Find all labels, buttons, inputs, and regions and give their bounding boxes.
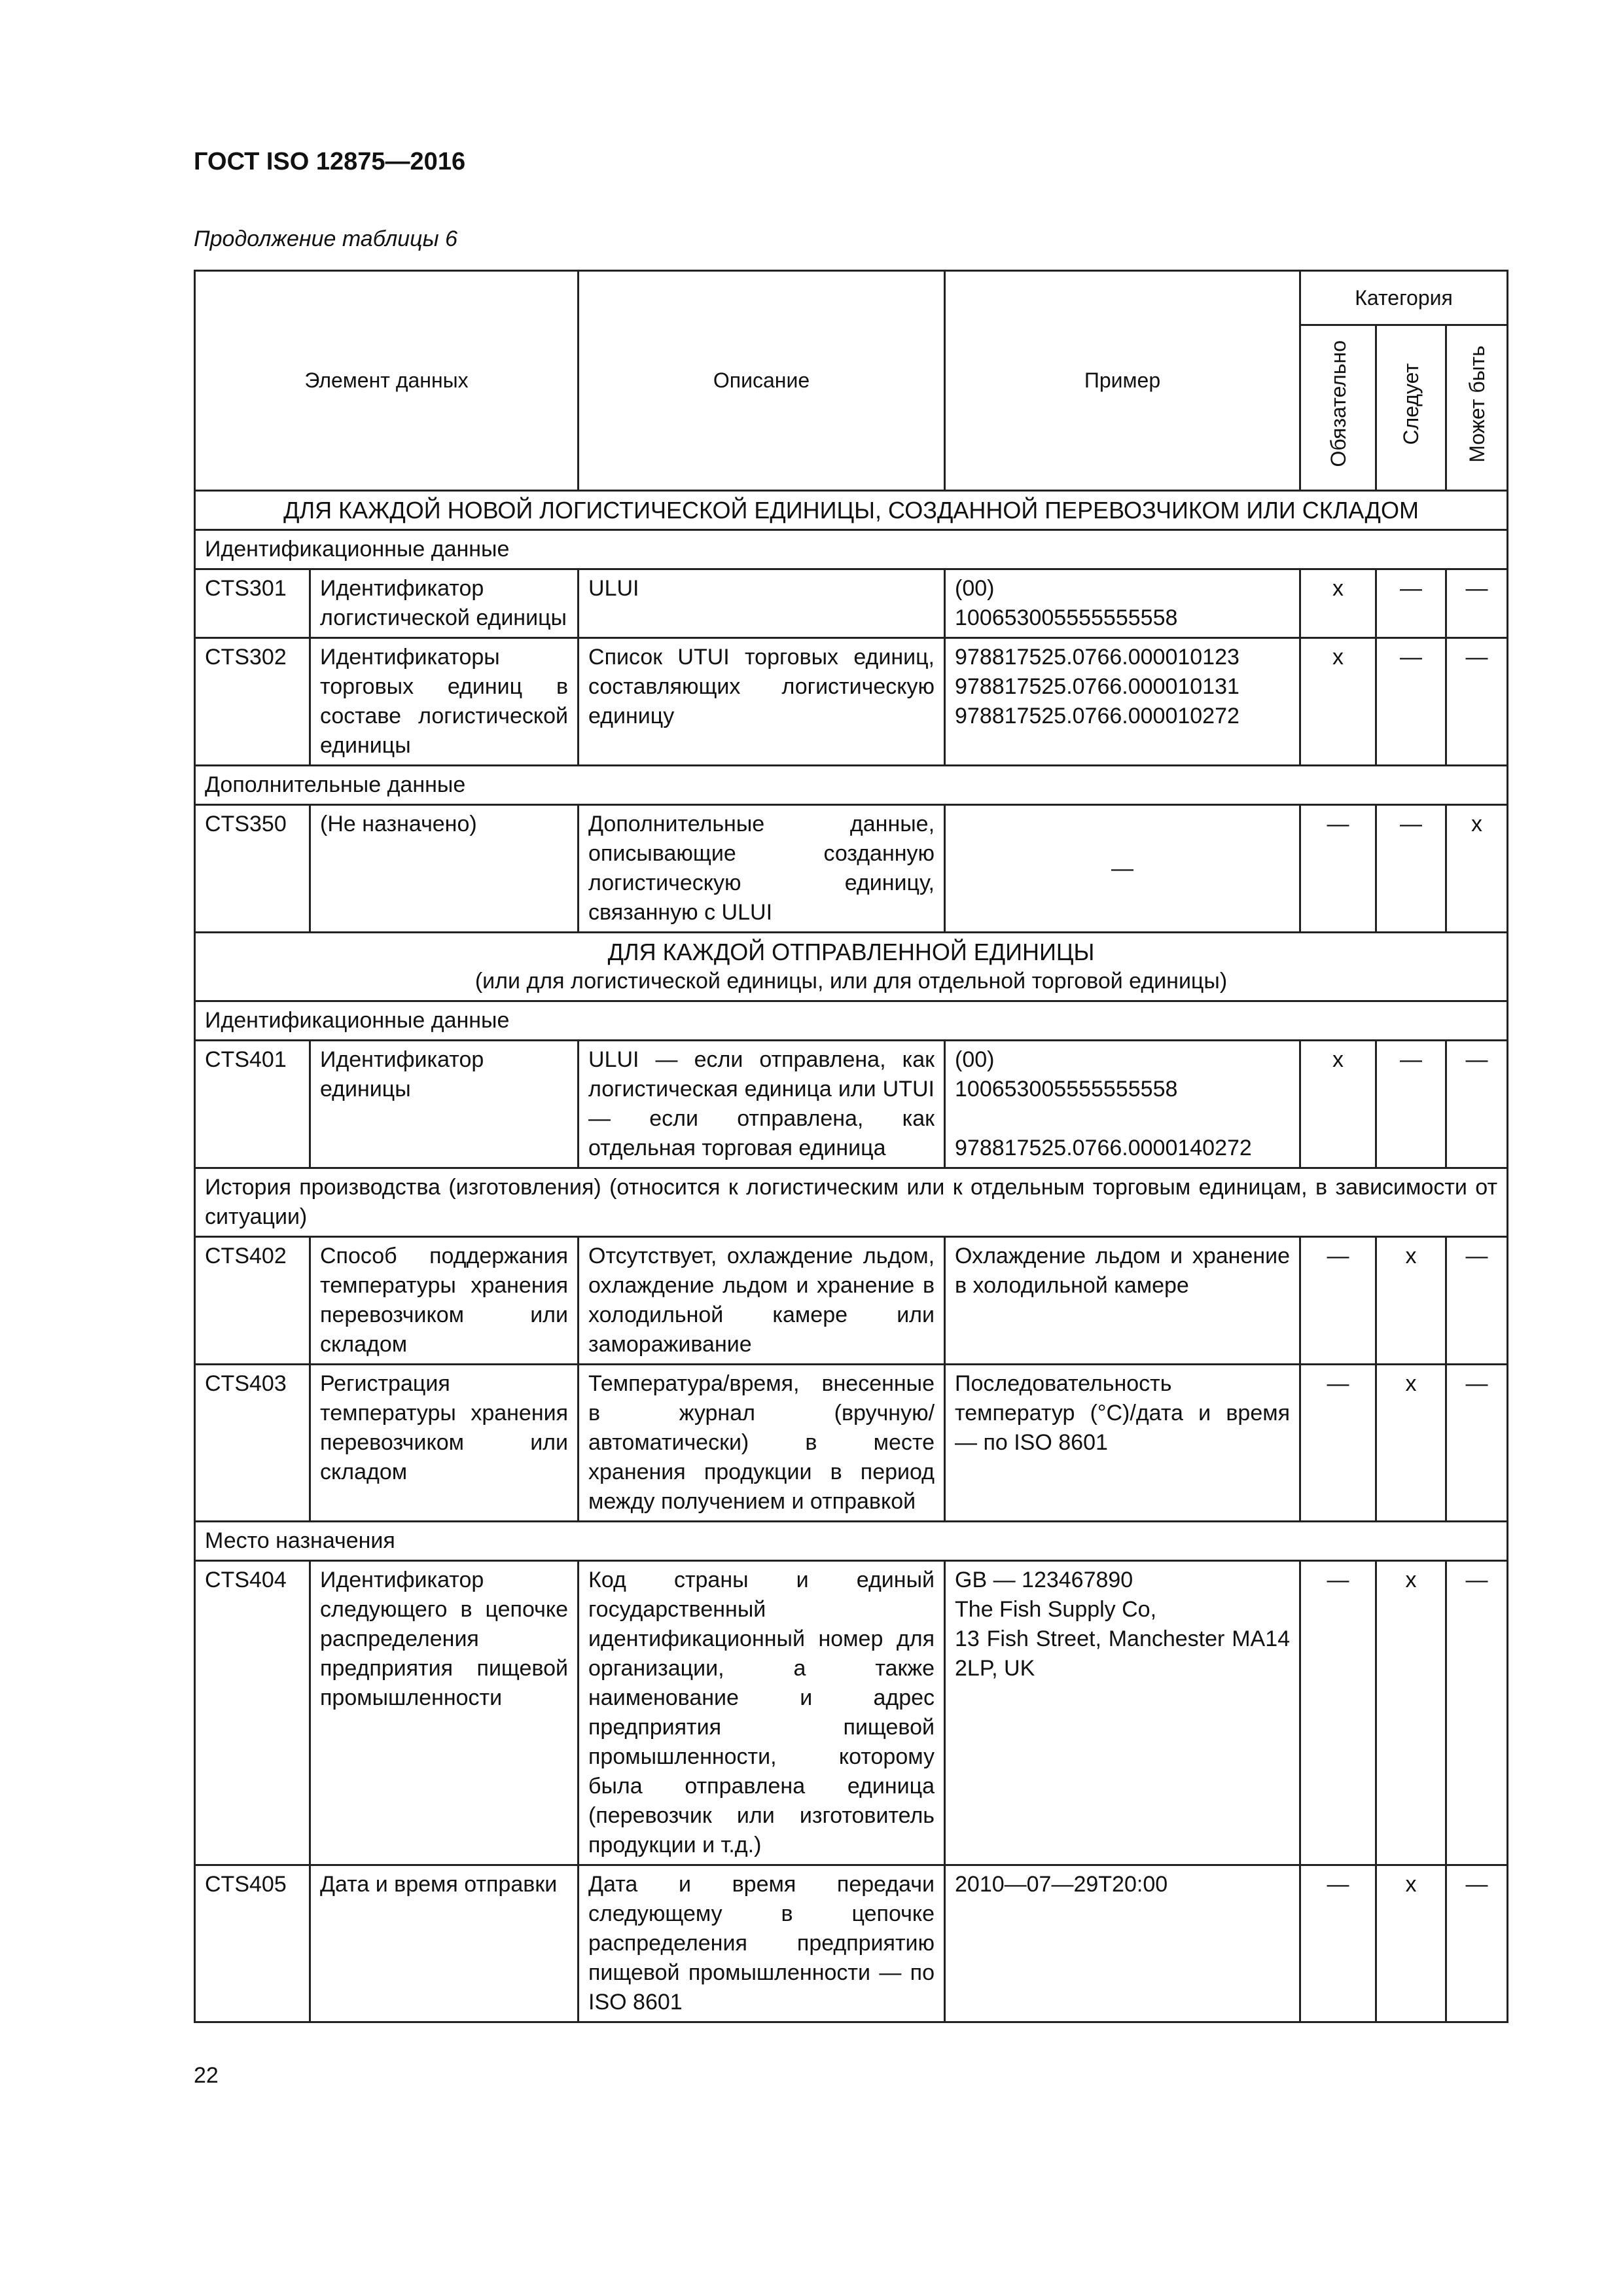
group-title bbox=[195, 1168, 1508, 1237]
header-row-top bbox=[195, 271, 1508, 325]
row-recommended: x bbox=[1376, 1865, 1446, 2022]
col-header-description: Описание bbox=[579, 271, 945, 491]
row-recommended: — bbox=[1376, 569, 1446, 638]
example-line: 978817525.0766.0000140272 bbox=[955, 1136, 1252, 1160]
row-code: CTS302 bbox=[195, 638, 310, 766]
row-description: Дата и время передачи следующему в цепочке распределения предприятию пищевой промышленности — по ISO 8601 bbox=[579, 1865, 945, 2022]
group-title: Место назначения bbox=[195, 1522, 1508, 1561]
row-code: CTS301 bbox=[195, 569, 310, 638]
row-element: Способ поддержания температуры хранения перевозчиком или складом bbox=[310, 1237, 579, 1365]
row-code: CTS403 bbox=[195, 1365, 310, 1522]
col-header-optional-label: Может быть bbox=[1465, 345, 1489, 463]
document-code: ГОСТ ISO 12875—2016 bbox=[194, 148, 466, 175]
row-element: Идентификатор единицы bbox=[310, 1041, 579, 1168]
row-description: Список UTUI торговых единиц, составляющих логистическую единицу bbox=[579, 638, 945, 766]
row-recommended: — bbox=[1376, 805, 1446, 933]
section-title-sub: (или для логистической единицы, или для отдельной торговой единицы) bbox=[474, 969, 1228, 994]
col-header-element: Элемент данных bbox=[195, 271, 579, 491]
row-element: (Не назначено) bbox=[310, 805, 579, 933]
row-example bbox=[945, 638, 1300, 766]
table-row bbox=[195, 1041, 1508, 1168]
row-element: Идентификатор следующего в цепочке распределения предприятия пищевой промышленности bbox=[310, 1561, 579, 1865]
col-header-mandatory bbox=[1300, 325, 1376, 491]
group-title: Дополнительные данные bbox=[195, 766, 1508, 805]
col-header-recommended-label: Следует bbox=[1399, 363, 1423, 445]
example-line: 2010—07—29T20:00 bbox=[955, 1872, 1168, 1897]
row-optional: — bbox=[1446, 569, 1508, 638]
example-line: The Fish Supply Co, bbox=[955, 1597, 1157, 1622]
row-description: ULUI — если отправлена, как логистическая единица или UTUI — если отправлена, как отдельная торговая единица bbox=[579, 1041, 945, 1168]
example-line: GB — 123467890 bbox=[955, 1568, 1133, 1592]
row-mandatory: x bbox=[1300, 638, 1376, 766]
group-title: Идентификационные данные bbox=[195, 530, 1508, 569]
data-elements-table bbox=[194, 270, 1508, 2023]
table-row bbox=[195, 805, 1508, 933]
row-element: Идентификатор логистической единицы bbox=[310, 569, 579, 638]
row-recommended: x bbox=[1376, 1365, 1446, 1522]
row-description: Отсутствует, охлаждение льдом, охлаждение льдом и хранение в холодильной камере или замораживание bbox=[579, 1237, 945, 1365]
row-code: CTS405 bbox=[195, 1865, 310, 2022]
row-example bbox=[945, 1041, 1300, 1168]
group-title-note: (относится к логистическим или к отдельным торговым единицам, в зависимости от ситуации) bbox=[205, 1175, 1498, 1229]
section-title-main: ДЛЯ КАЖДОЙ ОТПРАВЛЕННОЙ ЕДИНИЦЫ bbox=[607, 939, 1095, 965]
example-line: Последовательность температур (°C)/дата и время — по ISO 8601 bbox=[955, 1371, 1291, 1455]
row-description: Дополнительные данные, описывающие созданную логистическую единицу, связанную с ULUI bbox=[579, 805, 945, 933]
table-row bbox=[195, 638, 1508, 766]
table-row bbox=[195, 1865, 1508, 2022]
row-code: CTS350 bbox=[195, 805, 310, 933]
row-optional: x bbox=[1446, 805, 1508, 933]
example-line: 100653005555555558 bbox=[955, 605, 1178, 630]
row-element: Регистрация температуры хранения перевозчиком или складом bbox=[310, 1365, 579, 1522]
example-line: 978817525.0766.000010272 bbox=[955, 704, 1240, 728]
example-spacer bbox=[955, 1104, 1290, 1134]
row-optional: — bbox=[1446, 1041, 1508, 1168]
col-header-mandatory-label: Обязательно bbox=[1326, 340, 1350, 467]
table-row bbox=[195, 569, 1508, 638]
row-description: Температура/время, внесенные в журнал (вручную/автоматически) в месте хранения продукции в период между получением и отправкой bbox=[579, 1365, 945, 1522]
row-code: CTS401 bbox=[195, 1041, 310, 1168]
group-title-main: История производства (изготовления) bbox=[205, 1175, 601, 1200]
group-row-additional bbox=[195, 766, 1508, 805]
row-optional: — bbox=[1446, 1561, 1508, 1865]
row-recommended: — bbox=[1376, 638, 1446, 766]
row-mandatory: — bbox=[1300, 805, 1376, 933]
section-title bbox=[195, 933, 1508, 1001]
row-element: Идентификаторы торговых единиц в составе логистической единицы bbox=[310, 638, 579, 766]
row-mandatory: — bbox=[1300, 1865, 1376, 2022]
example-line: 978817525.0766.000010131 bbox=[955, 674, 1240, 699]
group-row-identification-2 bbox=[195, 1001, 1508, 1041]
col-header-category: Категория bbox=[1300, 271, 1508, 325]
example-line: (00) bbox=[955, 1047, 995, 1072]
row-code: CTS404 bbox=[195, 1561, 310, 1865]
row-mandatory: — bbox=[1300, 1561, 1376, 1865]
group-row-identification bbox=[195, 530, 1508, 569]
row-element: Дата и время отправки bbox=[310, 1865, 579, 2022]
row-optional: — bbox=[1446, 1865, 1508, 2022]
section-row-new-logistic-unit bbox=[195, 491, 1508, 530]
table-row bbox=[195, 1561, 1508, 1865]
row-example bbox=[945, 569, 1300, 638]
row-example bbox=[945, 1561, 1300, 1865]
section-row-shipped-unit bbox=[195, 933, 1508, 1001]
example-line: 978817525.0766.000010123 bbox=[955, 645, 1240, 670]
row-example bbox=[945, 1365, 1300, 1522]
col-header-recommended bbox=[1376, 325, 1446, 491]
page-number: 22 bbox=[194, 2063, 219, 2088]
row-recommended: x bbox=[1376, 1561, 1446, 1865]
group-title: Идентификационные данные bbox=[195, 1001, 1508, 1041]
row-description: Код страны и единый государственный идентификационный номер для организации, а также наименование и адрес предприятия пищевой промышленности, которому была отправлена единица (перевозчик или изготовитель продукции и т.д.) bbox=[579, 1561, 945, 1865]
table-row bbox=[195, 1237, 1508, 1365]
col-header-optional bbox=[1446, 325, 1508, 491]
row-description: ULUI bbox=[579, 569, 945, 638]
row-optional: — bbox=[1446, 638, 1508, 766]
col-header-example: Пример bbox=[945, 271, 1300, 491]
example-line: Охлаждение льдом и хранение в холодильной камере bbox=[955, 1244, 1291, 1298]
example-line: 100653005555555558 bbox=[955, 1077, 1178, 1102]
row-recommended: — bbox=[1376, 1041, 1446, 1168]
row-optional: — bbox=[1446, 1237, 1508, 1365]
table-row bbox=[195, 1365, 1508, 1522]
row-recommended: x bbox=[1376, 1237, 1446, 1365]
row-mandatory: x bbox=[1300, 569, 1376, 638]
row-example bbox=[945, 805, 1300, 933]
example-line: (00) bbox=[955, 576, 995, 601]
group-row-history bbox=[195, 1168, 1508, 1237]
row-example bbox=[945, 1237, 1300, 1365]
row-example bbox=[945, 1865, 1300, 2022]
row-mandatory: — bbox=[1300, 1237, 1376, 1365]
section-title: ДЛЯ КАЖДОЙ НОВОЙ ЛОГИСТИЧЕСКОЙ ЕДИНИЦЫ, СОЗДАННОЙ ПЕРЕВОЗЧИКОМ ИЛИ СКЛАДОМ bbox=[195, 491, 1508, 530]
row-code: CTS402 bbox=[195, 1237, 310, 1365]
row-optional: — bbox=[1446, 1365, 1508, 1522]
example-line: 13 Fish Street, Manchester MA14 2LP, UK bbox=[955, 1626, 1291, 1681]
row-mandatory: — bbox=[1300, 1365, 1376, 1522]
example-line: — bbox=[1111, 855, 1134, 881]
table-caption: Продолжение таблицы 6 bbox=[194, 226, 457, 251]
group-row-destination bbox=[195, 1522, 1508, 1561]
row-mandatory: x bbox=[1300, 1041, 1376, 1168]
